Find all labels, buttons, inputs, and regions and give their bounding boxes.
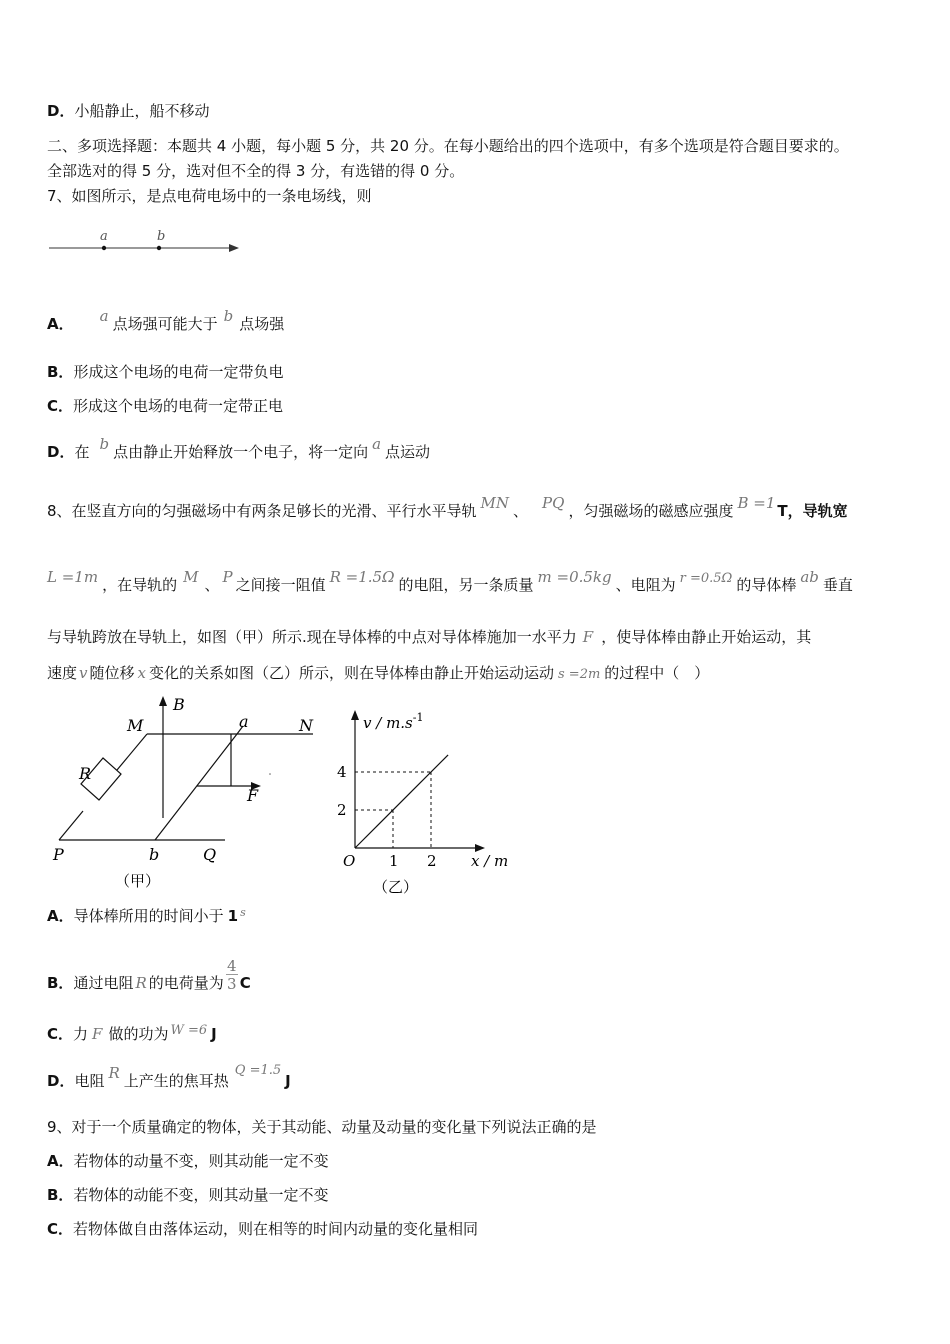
value: 1 xyxy=(227,907,239,925)
q8-option-a xyxy=(47,906,246,928)
eq-r-small: r =0.5Ω xyxy=(679,571,733,586)
q7-field-line-figure xyxy=(45,222,245,258)
var-r: R xyxy=(108,1064,120,1082)
option-text: 通过电阻 xyxy=(73,974,134,992)
var-x: x xyxy=(137,664,146,682)
tick-y-2: 2 xyxy=(337,801,347,819)
option-text: 做的功为 xyxy=(108,1025,169,1043)
denominator: 3 xyxy=(226,975,237,993)
option-label: B． xyxy=(47,363,74,381)
option-label: A． xyxy=(47,1152,74,1170)
unit: s xyxy=(240,906,246,919)
var-b: b xyxy=(99,435,110,453)
field-line-arrow xyxy=(229,244,239,252)
option-text: 的电荷量为 xyxy=(148,974,224,992)
var-mn: MN xyxy=(480,494,510,512)
q9-option-b xyxy=(47,1185,328,1205)
q8-stem-line-2 xyxy=(47,568,853,597)
text: 速度 xyxy=(47,664,78,682)
q8-stem-line-4 xyxy=(47,663,709,685)
option-text: 形成这个电场的电荷一定带正电 xyxy=(73,397,284,415)
option-text: 点运动 xyxy=(385,443,431,461)
option-label: D． xyxy=(47,443,75,461)
label-a: a xyxy=(239,712,249,731)
var-p: P xyxy=(222,568,233,586)
var-f: F xyxy=(92,1025,103,1043)
eq-w: W =6 xyxy=(170,1023,208,1038)
eq-q: Q =1.5 xyxy=(234,1063,282,1078)
option-text: 点由静止开始释放一个电子，将一定向 xyxy=(113,443,369,461)
unit: J xyxy=(211,1025,217,1043)
var-m: M xyxy=(183,568,199,586)
q7-option-c xyxy=(47,396,283,416)
text: 垂直 xyxy=(822,576,853,594)
tick-y-4: 4 xyxy=(337,763,347,781)
var-a: a xyxy=(372,435,382,453)
point-b xyxy=(157,246,161,250)
var-pq: PQ xyxy=(542,494,565,512)
eq-r: R =1.5Ω xyxy=(329,568,395,586)
series-line xyxy=(355,755,448,848)
wire-m-r xyxy=(117,734,147,770)
fraction xyxy=(226,958,238,993)
q9-stem: 9、对于一个质量确定的物体，关于其动能、动量及动量的变化量下列说法正确的是 xyxy=(47,1118,597,1136)
option-text: 若物体的动能不变，则其动量一定不变 xyxy=(73,1186,329,1204)
label-r: R xyxy=(79,764,92,783)
option-text: 力 xyxy=(73,1025,89,1043)
text: 随位移 xyxy=(89,664,135,682)
q8-stem-line-3 xyxy=(47,627,811,647)
text: 之间接一阻值 xyxy=(235,576,326,594)
label-b: b xyxy=(157,229,166,244)
text: 的电阻，另一条质量 xyxy=(398,576,534,594)
option-label: C． xyxy=(47,1025,74,1043)
unit: J xyxy=(285,1072,291,1090)
rod-ab xyxy=(155,734,237,840)
origin-label: O xyxy=(343,852,356,870)
label-m: M xyxy=(127,716,144,735)
eq-mass: m =0.5kg xyxy=(537,568,612,586)
q8-figure-jia xyxy=(45,690,330,895)
numerator: 4 xyxy=(226,957,237,975)
option-label: C． xyxy=(47,1220,74,1238)
eq-s: s =2m xyxy=(558,667,601,682)
var-r: R xyxy=(135,974,147,992)
x-axis-arrow xyxy=(475,844,485,852)
q9-option-c xyxy=(47,1219,478,1239)
y-axis-label-exp: -1 xyxy=(412,711,424,724)
unit: C xyxy=(239,974,251,992)
option-label: B． xyxy=(47,974,74,992)
option-label: A． xyxy=(47,315,74,333)
option-text: 若物体的动量不变，则其动能一定不变 xyxy=(73,1152,329,1170)
option-text: 导体棒所用的时间小于 xyxy=(73,907,224,925)
option-label: D． xyxy=(47,102,75,120)
text: 、 xyxy=(513,502,529,520)
text: 与导轨跨放在导轨上，如图（甲）所示.现在导体棒的中点对导体棒施加一水平力 xyxy=(47,628,577,646)
eq-l: L =1m xyxy=(47,568,99,586)
q9-option-a xyxy=(47,1151,329,1171)
x-axis-label: x / m xyxy=(471,852,509,870)
option-text: 点场强可能大于 xyxy=(112,315,218,333)
option-text: 形成这个电场的电荷一定带负电 xyxy=(73,363,284,381)
tick-x-2: 2 xyxy=(427,852,437,870)
option-text: 点场强 xyxy=(239,315,285,333)
text: 的过程中（ ） xyxy=(604,664,710,682)
label-n: N xyxy=(299,716,313,735)
y-axis-arrow xyxy=(351,710,359,720)
var-a: a xyxy=(99,307,109,325)
q7-stem: 7、如图所示，是点电荷电场中的一条电场线，则 xyxy=(47,187,372,205)
section-2-line-2: 全部选对的得 5 分，选对但不全的得 3 分，有选错的得 0 分。 xyxy=(47,162,465,180)
caption-yi: （乙） xyxy=(373,878,419,896)
text: 、电阻为 xyxy=(615,576,676,594)
q8-figure-yi-chart xyxy=(335,704,515,896)
b-field-arrow xyxy=(159,696,167,706)
q6-option-d xyxy=(47,101,209,121)
text: ，匀强磁场的磁感应强度 xyxy=(568,502,734,520)
q8-option-c xyxy=(47,1024,217,1046)
point-a xyxy=(102,246,106,250)
option-label: B． xyxy=(47,1186,74,1204)
var-ab: ab xyxy=(800,568,819,586)
var-f: F xyxy=(582,628,594,646)
text: 8、在竖直方向的匀强磁场中有两条足够长的光滑、平行水平导轨 xyxy=(47,502,477,520)
q8-option-b xyxy=(47,957,251,1001)
option-text: 小船静止，船不移动 xyxy=(74,102,210,120)
label-q: Q xyxy=(203,845,217,864)
option-label: D． xyxy=(47,1072,75,1090)
q7-option-b xyxy=(47,362,283,382)
var-b: b xyxy=(223,307,234,325)
option-text: 上产生的焦耳热 xyxy=(123,1072,229,1090)
text: 的导体棒 xyxy=(736,576,797,594)
y-axis-label-text: v / m.s xyxy=(363,714,413,732)
option-label: C． xyxy=(47,397,74,415)
text: ，使导体棒由静止开始运动，其 xyxy=(601,628,812,646)
label-b-field: B xyxy=(173,695,185,714)
text: 、 xyxy=(204,576,220,594)
option-label: A． xyxy=(47,907,74,925)
text: ，在导轨的 xyxy=(102,576,178,594)
label-p: P xyxy=(53,845,64,864)
q8-stem-line-1 xyxy=(47,494,848,521)
option-text: 若物体做自由落体运动，则在相等的时间内动量的变化量相同 xyxy=(73,1220,479,1238)
section-2-line-1: 二、多项选择题：本题共 4 小题，每小题 5 分，共 20 分。在每小题给出的四个选项中，有多个选项是符合题目要求的。 xyxy=(47,137,849,155)
label-a: a xyxy=(100,229,108,244)
option-text: 在 xyxy=(74,443,90,461)
y-axis-label xyxy=(363,711,423,732)
label-f: F xyxy=(247,786,259,805)
var-v: v xyxy=(79,664,88,682)
wire-r-p xyxy=(59,811,83,840)
q7-option-d xyxy=(47,435,431,462)
tick-x-1: 1 xyxy=(389,852,399,870)
caption-jia: （甲） xyxy=(115,872,161,890)
dot-mark xyxy=(269,773,271,775)
text: 变化的关系如图（乙）所示，则在导体棒由静止开始运动运动 xyxy=(148,664,554,682)
option-text: 电阻 xyxy=(74,1072,105,1090)
q7-option-a xyxy=(47,307,285,334)
label-b: b xyxy=(149,845,160,864)
q8-option-d xyxy=(47,1063,291,1093)
text: T，导轨宽 xyxy=(777,502,848,520)
eq-b: B =1 xyxy=(737,494,776,512)
